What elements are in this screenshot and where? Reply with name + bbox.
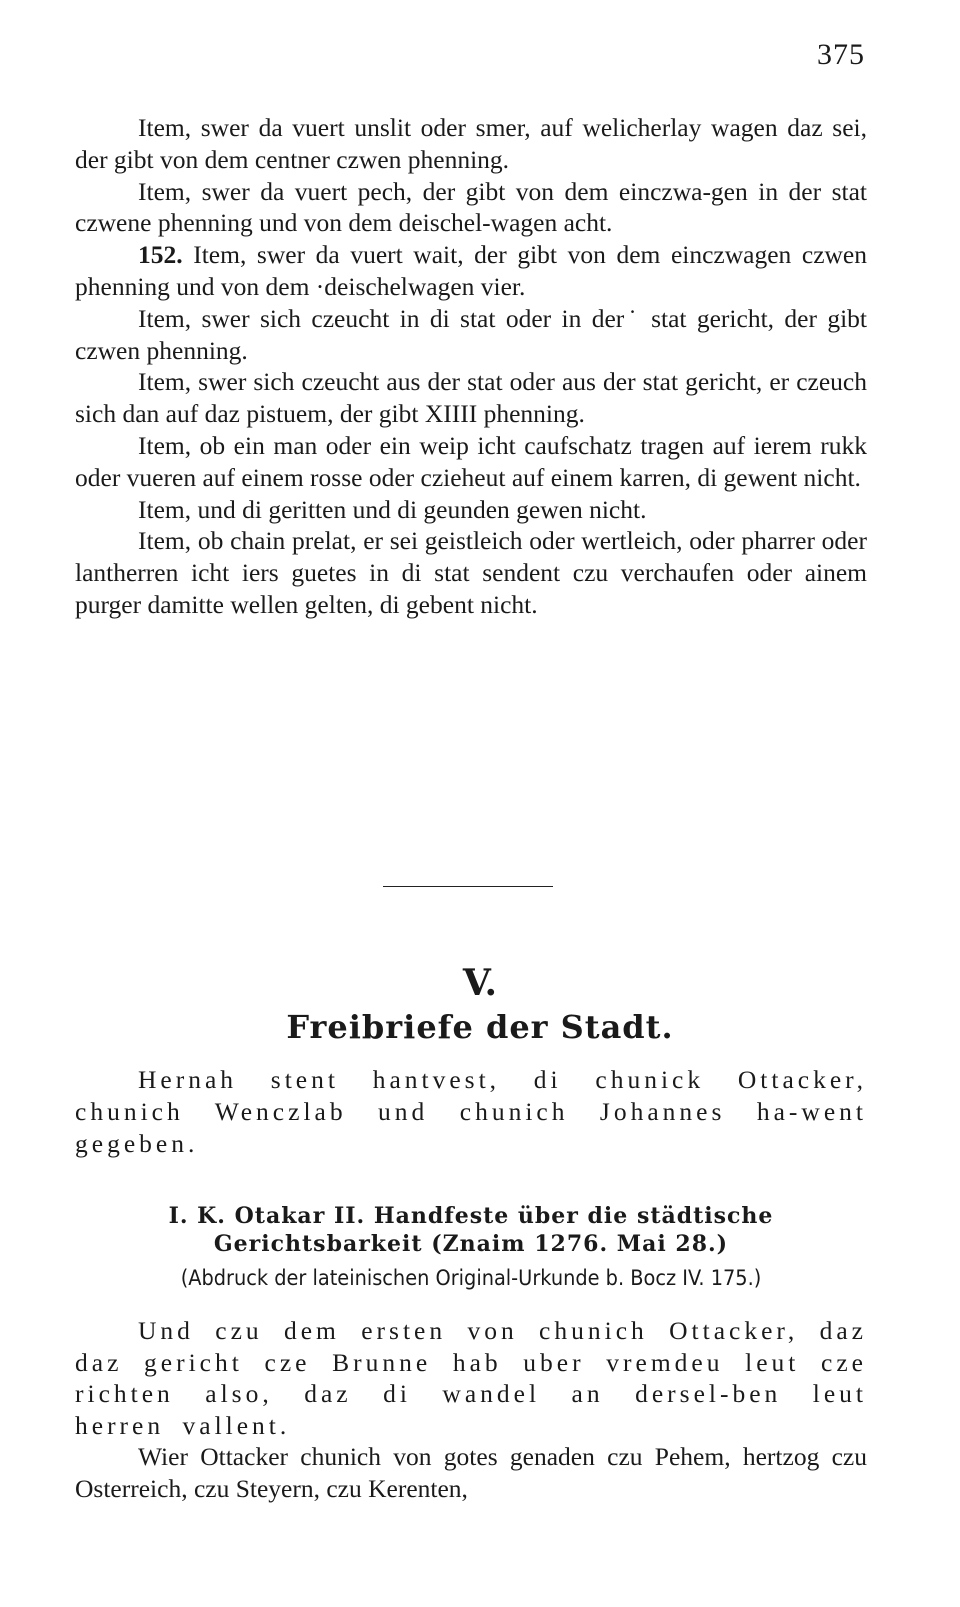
- paragraph: [75, 430, 867, 494]
- paragraph-text: Item, swer sich czeucht aus der stat oder aus der stat gericht, er czeuch sich dan auf daz pistuem, der gibt XIIII phenning.: [75, 367, 867, 429]
- section-numeral: V.: [462, 962, 498, 1004]
- paragraph: [75, 525, 867, 620]
- toll-list-text: [75, 112, 867, 621]
- paragraph: [75, 303, 867, 367]
- paragraph-number: 152.: [138, 240, 183, 270]
- paragraph-text: Item, ob ein man oder ein weip icht caufschatz tragen auf ierem rukk oder vueren auf einem rosse oder czieheut auf einem karren, di gewent nicht.: [75, 430, 867, 492]
- paragraph: [75, 494, 867, 526]
- paragraph-text: Item, swer sich czeucht in di stat oder in der˙ stat gericht, der gibt czwen phenning.: [75, 303, 867, 365]
- document-heading: I. K. Otakar II. Handfeste über die städtische Gerichtsbarkeit (Znaim 1276. Mai 28.): [168, 1203, 774, 1257]
- paragraph-text: Item, und di geritten und di geunden gewen nicht.: [138, 494, 647, 524]
- paragraph-text: Item, ob chain prelat, er sei geistleich oder wertleich, oder pharrer oder lantherren icht iers guetes in di stat sendent czu verchaufen oder ainem purger damitte wellen gelten, di gebent nicht.: [75, 526, 867, 619]
- section-divider: [383, 886, 553, 887]
- paragraph: [75, 112, 867, 176]
- source-note: (Abdruck der lateinischen Original-Urkunde b. Bocz IV. 175.): [180, 1266, 762, 1291]
- paragraph-text: Item, swer da vuert pech, der gibt von dem einczwa-gen in der stat czwene phenning und von dem deischel-wagen acht.: [75, 176, 867, 238]
- paragraph: [75, 366, 867, 430]
- section-title: Freibriefe der Stadt.: [286, 1008, 674, 1046]
- paragraph: Wier Ottacker chunich von gotes genaden czu Pehem, hertzog czu Osterreich, czu Steyern, czu Kerenten,: [75, 1442, 867, 1503]
- paragraph: [75, 239, 867, 303]
- paragraph-text: Item, swer da vuert wait, der gibt von dem einczwagen czwen phenning und von dem ·deischelwagen vier.: [75, 240, 867, 301]
- page-number: 375: [817, 38, 865, 71]
- paragraph: Und czu dem ersten von chunich Ottacker, daz daz gericht cze Brunne hab uber vremdeu leut cze richten also, daz di wandel an dersel-ben leut herren vallent.: [75, 1316, 867, 1440]
- section-intro: Hernah stent hantvest, di chunick Ottacker, chunich Wenczlab und chunich Johannes ha-went gegeben.: [75, 1065, 867, 1158]
- paragraph-text: Item, swer da vuert unslit oder smer, auf welicherlay wagen daz sei, der gibt von dem centner czwen phenning.: [75, 113, 867, 174]
- document-text: [75, 1315, 867, 1504]
- paragraph: [75, 176, 867, 240]
